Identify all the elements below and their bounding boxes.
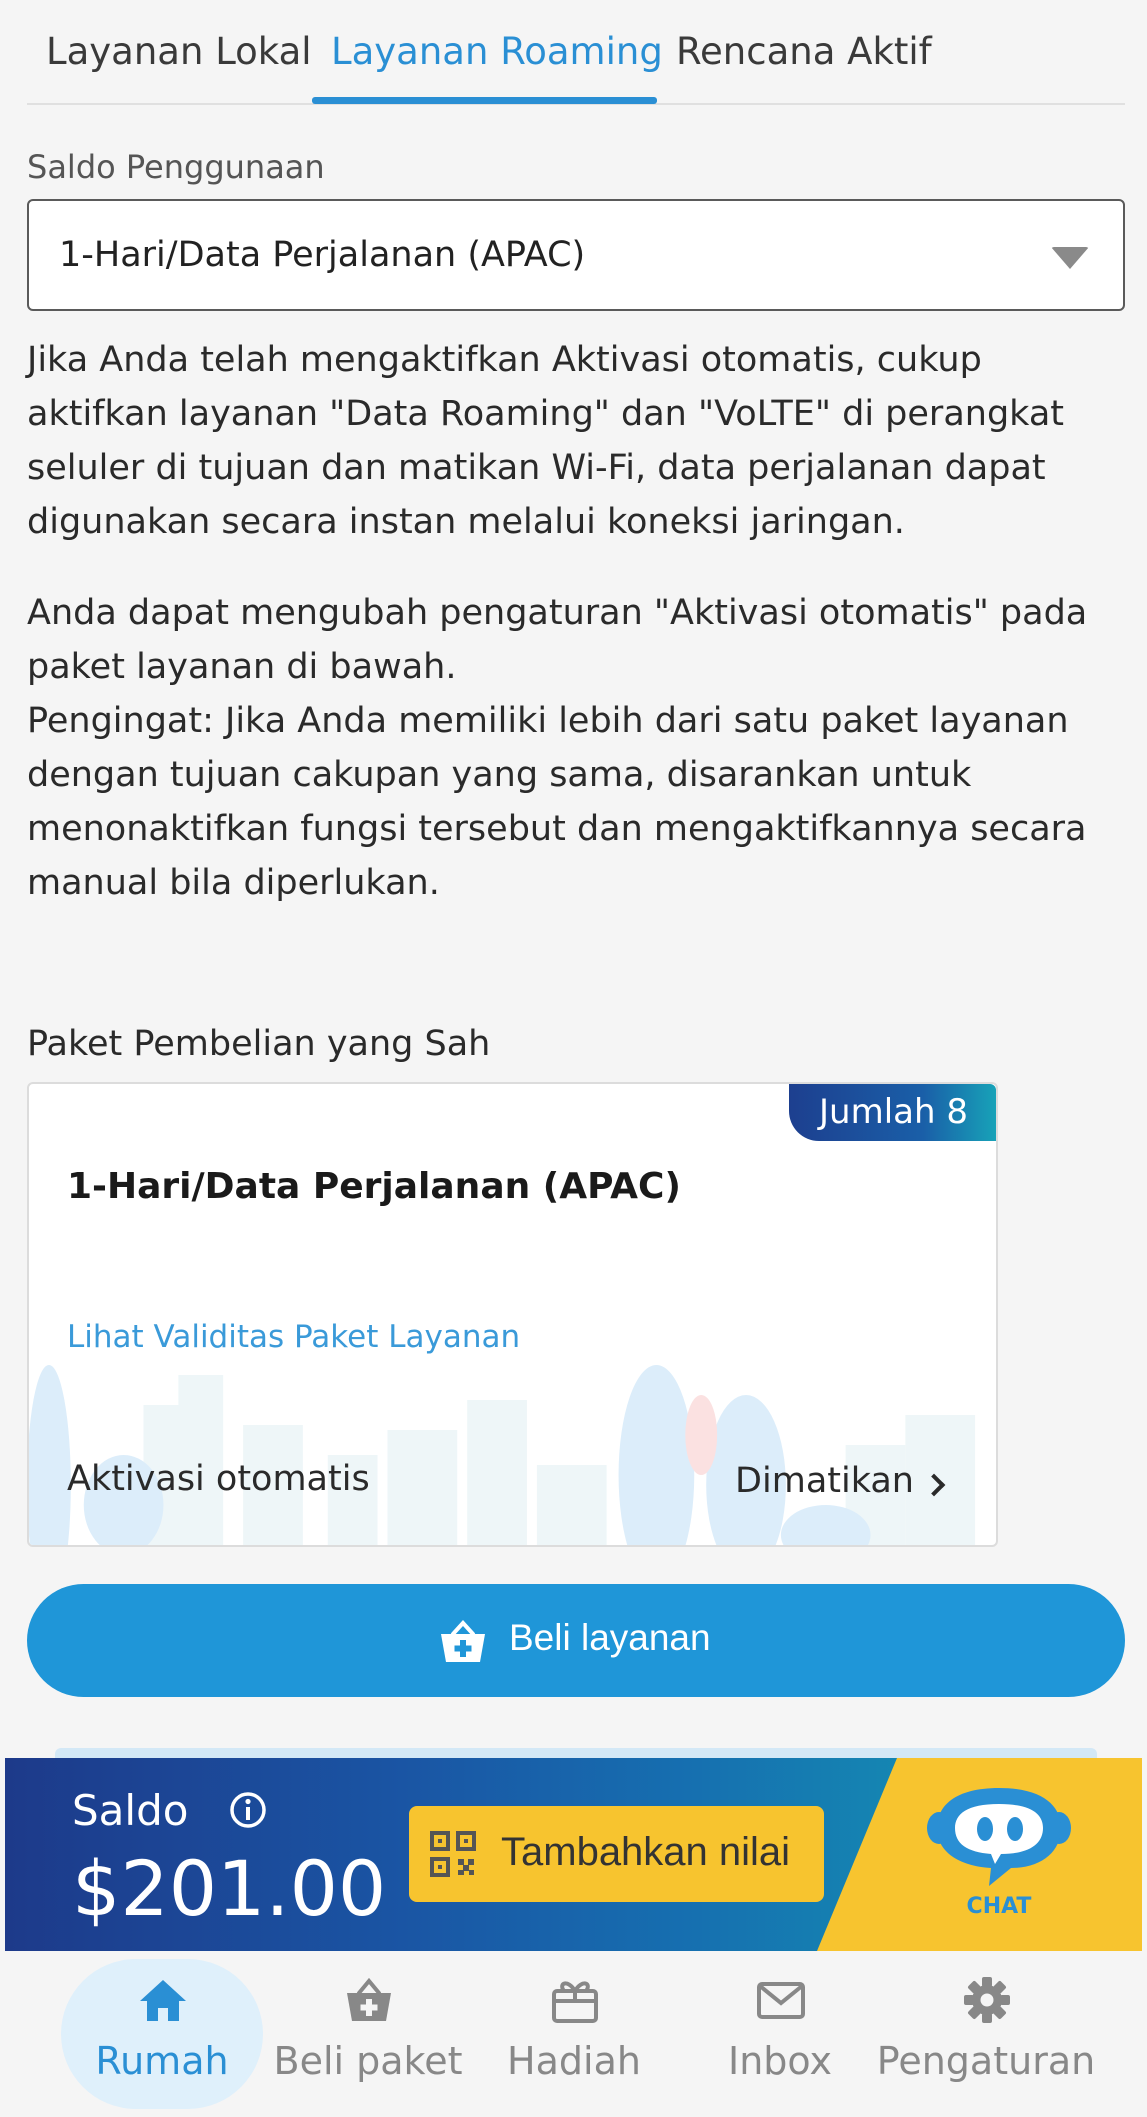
mail-icon xyxy=(756,1975,806,2025)
info-paragraph-1: Jika Anda telah mengaktifkan Aktivasi otomatis, cukup aktifkan layanan "Data Roaming" dan "VoLTE" di perangkat seluler di tujuan dan matikan Wi-Fi, data perjalanan dapat digunakan secara instan melalui koneksi jaringan. xyxy=(27,340,1064,542)
active-tab-indicator xyxy=(312,97,657,104)
topup-label: Tambahkan nilai xyxy=(501,1830,791,1874)
bottom-navigation xyxy=(0,1951,1147,2117)
package-title: 1-Hari/Data Perjalanan (APAC) xyxy=(67,1166,681,1207)
gift-icon xyxy=(550,1975,600,2025)
nav-item-inbox[interactable] xyxy=(680,1951,880,2117)
tab-rencana-aktif[interactable]: Rencana Aktif xyxy=(676,30,932,73)
nav-label-beli-paket: Beli paket xyxy=(273,2039,463,2083)
tab-layanan-lokal[interactable]: Layanan Lokal xyxy=(46,30,312,73)
package-validity-link[interactable]: Lihat Validitas Paket Layanan xyxy=(67,1319,521,1355)
gear-icon xyxy=(962,1975,1012,2025)
info-icon[interactable] xyxy=(228,1790,268,1830)
topup-button[interactable] xyxy=(409,1806,824,1902)
home-icon xyxy=(138,1975,188,2025)
usage-label: Saldo Penggunaan xyxy=(27,148,325,186)
nav-item-rumah[interactable] xyxy=(62,1951,262,2117)
packages-label: Paket Pembelian yang Sah xyxy=(27,1024,491,1064)
caret-down-icon xyxy=(1051,247,1089,269)
nav-item-pengaturan[interactable] xyxy=(876,1951,1096,2117)
info-paragraph-2 xyxy=(27,586,1125,910)
buy-service-label: Beli layanan xyxy=(509,1617,711,1658)
chatbot-icon xyxy=(919,1782,1079,1892)
tab-bar xyxy=(27,0,1125,105)
nav-label-pengaturan: Pengaturan xyxy=(876,2039,1096,2083)
balance-label: Saldo xyxy=(72,1786,189,1835)
basket-plus-icon xyxy=(439,1620,487,1664)
auto-activation-label: Aktivasi otomatis xyxy=(67,1459,370,1499)
nav-item-hadiah[interactable] xyxy=(474,1951,674,2117)
qr-code-icon xyxy=(429,1830,477,1878)
city-illustration xyxy=(29,1335,996,1545)
info-paragraph-2-line-1: Anda dapat mengubah pengaturan "Aktivasi otomatis" pada paket layanan di bawah. xyxy=(27,593,1088,687)
balance-amount: $201.00 xyxy=(72,1844,387,1933)
tab-layanan-roaming[interactable]: Layanan Roaming xyxy=(331,30,663,73)
package-count-badge: Jumlah 8 xyxy=(789,1084,996,1141)
balance-bar xyxy=(5,1758,1142,1951)
nav-item-beli-paket[interactable] xyxy=(268,1951,468,2117)
basket-icon xyxy=(344,1975,394,2025)
package-card xyxy=(27,1082,998,1547)
nav-label-rumah: Rumah xyxy=(95,2039,229,2083)
auto-activation-status[interactable]: Dimatikan xyxy=(735,1461,914,1501)
buy-service-button[interactable] xyxy=(27,1584,1125,1697)
chat-label: CHAT xyxy=(966,1894,1032,1919)
usage-select-value: 1-Hari/Data Perjalanan (APAC) xyxy=(59,235,586,275)
nav-label-hadiah: Hadiah xyxy=(507,2039,641,2083)
info-paragraph-2-line-2: Pengingat: Jika Anda memiliki lebih dari satu paket layanan dengan tujuan cakupan yang sama, disarankan untuk menonaktifkan fungsi tersebut dan mengaktifkannya secara manual bila diperlukan. xyxy=(27,701,1087,903)
usage-select[interactable] xyxy=(27,199,1125,311)
chat-button[interactable] xyxy=(919,1782,1079,1932)
nav-label-inbox: Inbox xyxy=(728,2039,832,2083)
